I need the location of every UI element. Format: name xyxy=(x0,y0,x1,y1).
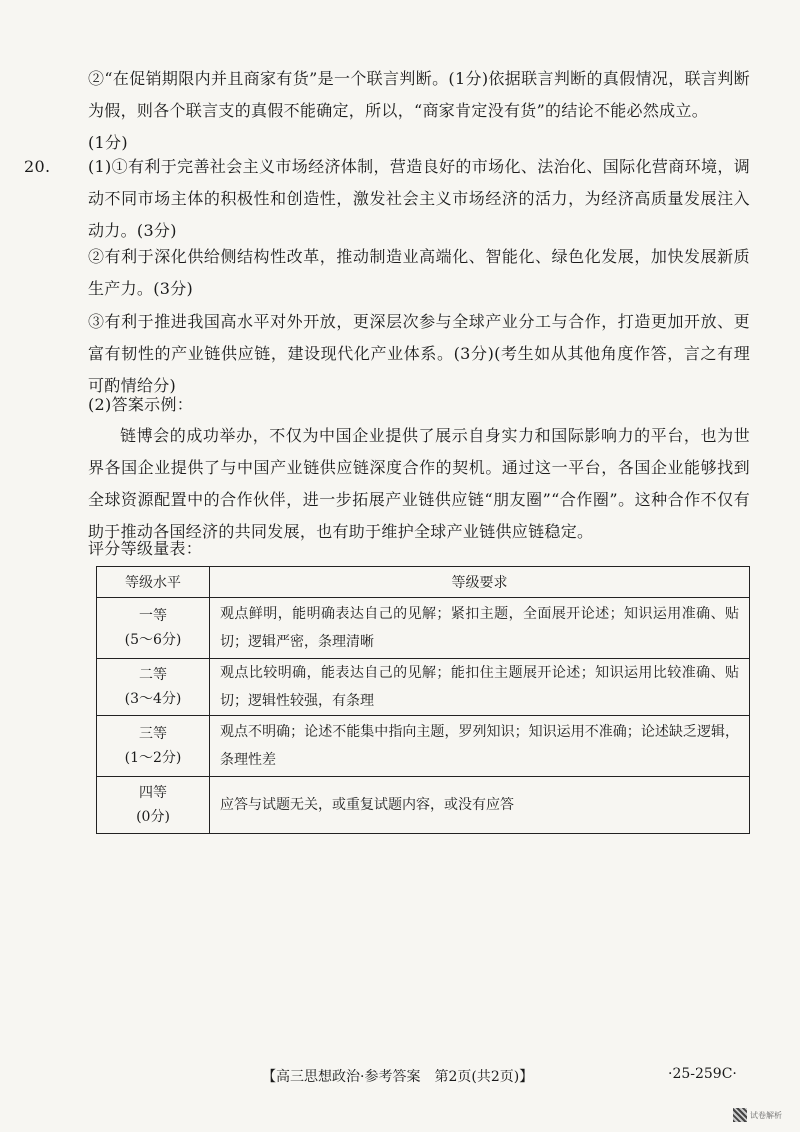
table-header-requirement: 等级要求 xyxy=(210,567,750,598)
table-row xyxy=(97,777,750,834)
q19-point-2: ②“在促销期限内并且商家有货”是一个联言判断。(1分)依据联言判断的真假情况，联言判断为假，则各个联言支的真假不能确定，所以，“商家肯定没有货”的结论不能必然成立。 xyxy=(88,69,750,120)
q20-part1-point1 xyxy=(24,151,750,247)
question-number: 20. xyxy=(24,157,51,176)
page-footer xyxy=(0,1066,800,1090)
q20-part1-point2: ②有利于深化供给侧结构性改革，推动制造业高端化、智能化、绿色化发展，加快发展新质生产力。(3分) xyxy=(88,247,750,298)
requirement-cell: 观点鲜明，能明确表达自己的见解；紧扣主题，全面展开论述；知识运用准确、贴切；逻辑严密，条理清晰 xyxy=(210,598,750,659)
table-header-row xyxy=(97,567,750,598)
level-name: 二等 xyxy=(139,667,167,683)
requirement-cell: 应答与试题无关，或重复试题内容，或没有应答 xyxy=(210,777,750,834)
q20-part2-example: 链博会的成功举办，不仅为中国企业提供了展示自身实力和国际影响力的平台，也为世界各国企业提供了与中国产业链供应链深度合作的契机。通过这一平台，各国企业能够找到全球资源配置中的合作伙伴，进一步拓展产业链供应链“朋友圈”“合作圈”。这种合作不仅有助于推动各国经济的共同发展，也有助于维护全球产业链供应链稳定。 xyxy=(88,426,750,541)
qr-code-icon xyxy=(733,1108,747,1122)
q20-part1-point1-text: (1)①有利于完善社会主义市场经济体制，营造良好的市场化、法治化、国际化营商环境，调动不同市场主体的积极性和创造性，激发社会主义市场经济的活力，为经济高质量发展注入动力。(3分) xyxy=(88,157,750,240)
level-name: 一等 xyxy=(139,608,167,624)
footer-title: 【高三思想政治·参考答案 第2页(共2页)】 xyxy=(262,1069,534,1085)
grading-scale-title: 评分等级量表： xyxy=(88,539,203,558)
requirement-cell: 观点不明确；论述不能集中指向主题，罗列知识；知识运用不准确；论述缺乏逻辑，条理性差 xyxy=(210,716,750,777)
level-name: 三等 xyxy=(139,726,167,742)
table-row xyxy=(97,659,750,716)
level-score: (5～6分) xyxy=(124,632,182,648)
table-row xyxy=(97,716,750,777)
table-header-level: 等级水平 xyxy=(97,567,210,598)
q20-part2-heading: (2)答案示例： xyxy=(88,395,194,414)
q19-point-2-score: (1分) xyxy=(88,133,128,152)
level-cell xyxy=(97,716,210,777)
level-score: (0分) xyxy=(136,809,170,825)
grading-scale-table xyxy=(96,566,750,834)
watermark xyxy=(733,1108,789,1124)
level-score: (3～4分) xyxy=(124,691,182,707)
watermark-text: 试卷解析 xyxy=(750,1111,782,1120)
level-cell xyxy=(97,659,210,716)
level-name: 四等 xyxy=(139,785,167,801)
requirement-cell: 观点比较明确，能表达自己的见解；能扣住主题展开论述；知识运用比较准确、贴切；逻辑性较强，有条理 xyxy=(210,659,750,716)
level-cell xyxy=(97,777,210,834)
table-row xyxy=(97,598,750,659)
level-cell xyxy=(97,598,210,659)
level-score: (1～2分) xyxy=(124,750,182,766)
footer-code: ·25-259C· xyxy=(668,1066,737,1082)
q20-part1-point3: ③有利于推进我国高水平对外开放，更深层次参与全球产业分工与合作，打造更加开放、更富有韧性的产业链供应链，建设现代化产业体系。(3分)(考生如从其他角度作答，言之有理可酌情给分) xyxy=(88,312,750,395)
